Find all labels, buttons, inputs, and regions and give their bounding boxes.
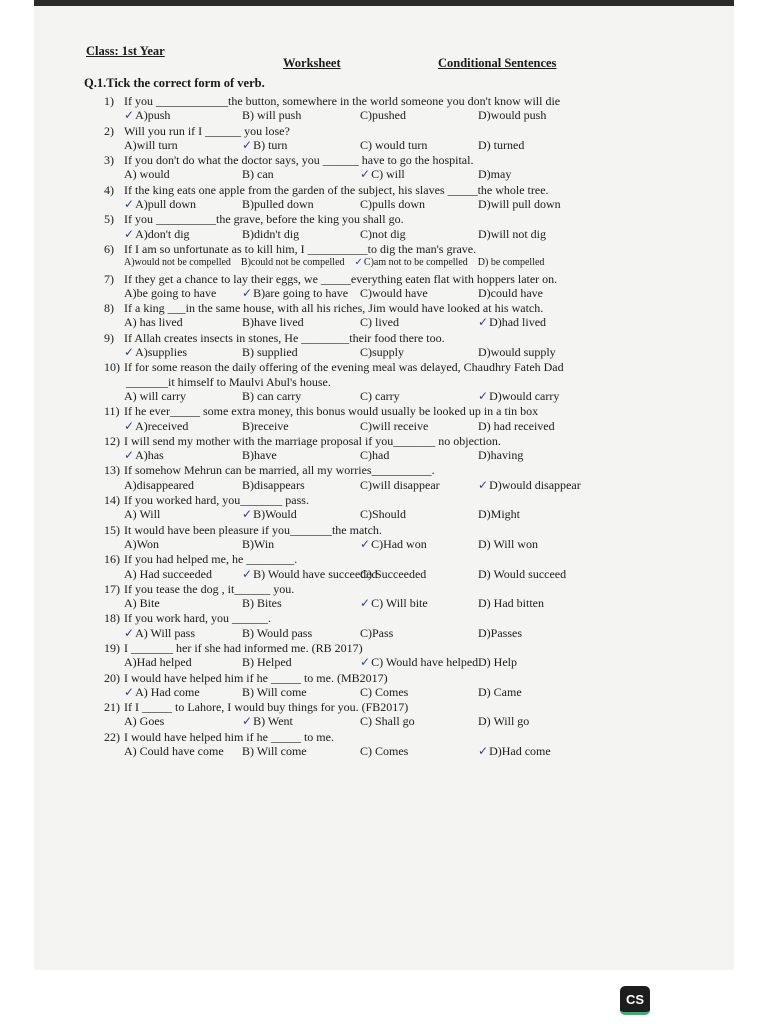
answer-option-ticked[interactable]: ✓ B)are going to have <box>242 286 360 300</box>
answer-option[interactable]: C) Comes <box>360 684 409 699</box>
answer-option[interactable]: D) be compelled <box>477 257 545 269</box>
answer-options <box>104 227 624 241</box>
answer-option[interactable]: A)disappeared <box>124 477 194 492</box>
answer-option[interactable]: C)pulls down <box>360 197 426 212</box>
answer-option[interactable]: C)Pass <box>360 625 394 640</box>
question-number: 12) <box>104 433 120 448</box>
answer-options <box>104 714 624 728</box>
question-stem <box>104 272 624 286</box>
question-item <box>104 552 624 581</box>
question-stem <box>104 242 624 256</box>
question-text: If the king eats one apple from the garden of the subject, his slaves _____the whole tree. <box>124 182 549 197</box>
answer-options <box>104 744 624 758</box>
question-text: If you ____________the button, somewhere in the world someone you don't know will die <box>124 94 561 108</box>
answer-option[interactable]: D)may <box>478 167 512 182</box>
question-text: If they get a chance to lay their eggs, we _____everything eaten flat with hoppers later on. <box>124 271 558 286</box>
question-text: If I _____ to Lahore, I would buy things for you. (FB2017) <box>124 700 409 715</box>
question-item <box>104 582 624 611</box>
answer-option[interactable]: D)Passes <box>478 625 522 640</box>
question-text: If for some reason the daily offering of the evening meal was delayed, Chaudhry Fateh Dad <box>124 360 564 375</box>
answer-options <box>104 685 624 699</box>
answer-option[interactable]: C)supply <box>360 345 405 360</box>
answer-options <box>104 537 624 551</box>
question-stem <box>104 523 624 537</box>
answer-option[interactable]: B) supplied <box>242 345 298 360</box>
question-number: 16) <box>104 552 120 567</box>
question-text: If you worked hard, you_______ pass. <box>124 493 309 508</box>
answer-option[interactable]: C) lived <box>360 315 399 330</box>
answer-options <box>104 256 624 270</box>
question-text: Will you run if I ______ you lose? <box>124 123 290 138</box>
question-number: 8) <box>104 301 114 316</box>
answer-option[interactable]: D)would push <box>478 108 547 123</box>
question-item <box>104 404 624 433</box>
question-number: 2) <box>104 123 114 138</box>
answer-options <box>104 138 624 152</box>
answer-option[interactable]: D) Will won <box>478 536 538 551</box>
question-item <box>104 671 624 700</box>
answer-option-ticked[interactable]: ✓ C)am not to be compelled <box>355 256 478 270</box>
answer-option[interactable]: B)receive <box>242 418 289 433</box>
answer-option[interactable]: D) Will go <box>478 714 530 729</box>
question-item <box>104 360 624 403</box>
question-stem <box>104 183 624 197</box>
answer-option-ticked[interactable]: ✓ B) turn <box>242 138 360 152</box>
answer-option[interactable]: A)Won <box>124 536 160 551</box>
answer-option[interactable]: C)will disappear <box>360 477 440 492</box>
question-number: 7) <box>104 271 114 286</box>
answer-options <box>104 167 624 181</box>
question-number: 18) <box>104 611 120 626</box>
answer-option[interactable]: B) Will come <box>242 684 307 699</box>
question-item <box>104 463 624 492</box>
question-number: 9) <box>104 330 114 345</box>
answer-option[interactable]: B) Will come <box>242 744 307 759</box>
question-item <box>104 700 624 729</box>
question-stem <box>104 331 624 345</box>
answer-option[interactable]: A) Will <box>124 507 161 522</box>
question-stem <box>104 671 624 685</box>
question-stem <box>104 730 624 744</box>
topic-title: Conditional Sentences <box>438 56 557 70</box>
question-stem <box>104 582 624 596</box>
question-text: If somehow Mehrun can be married, all my worries__________. <box>124 463 435 478</box>
answer-options <box>104 419 624 433</box>
answer-option[interactable]: C)pushed <box>360 108 406 123</box>
answer-options <box>104 567 624 581</box>
answer-option[interactable]: C) Succeeded <box>360 566 427 581</box>
answer-options <box>104 478 624 492</box>
answer-option-ticked[interactable]: ✓ A) Will pass <box>124 626 242 640</box>
answer-options <box>104 345 624 359</box>
answer-options <box>104 108 624 122</box>
question-stem <box>104 404 624 418</box>
answer-option-ticked[interactable]: ✓ A)push <box>124 108 242 122</box>
answer-option[interactable]: A) Bite <box>124 596 160 611</box>
answer-option[interactable]: B) can carry <box>242 388 302 403</box>
question-stem <box>104 434 624 448</box>
camscanner-badge: CS <box>620 986 650 1015</box>
answer-option[interactable]: A) Could have come <box>124 744 224 759</box>
answer-option-ticked[interactable]: ✓ D)would disappear <box>478 478 596 492</box>
answer-option[interactable]: C)would have <box>360 285 428 300</box>
question-item <box>104 331 624 360</box>
question-number: 13) <box>104 463 120 478</box>
answer-option[interactable]: A)would not be compelled <box>124 257 231 269</box>
answer-option-ticked[interactable]: ✓ A)has <box>124 448 242 462</box>
question-item <box>104 301 624 330</box>
answer-option[interactable]: C)Should <box>360 507 407 522</box>
answer-option[interactable]: D) had received <box>478 418 555 433</box>
question-number: 6) <box>104 241 114 256</box>
question-number: 3) <box>104 153 114 168</box>
question-number: 21) <box>104 700 120 715</box>
answer-option-ticked[interactable]: ✓ A)supplies <box>124 345 242 359</box>
answer-options <box>104 197 624 211</box>
question-item <box>104 124 624 153</box>
answer-option-ticked[interactable]: ✓ D)had lived <box>478 315 596 329</box>
question-continuation: _______it himself to Maulvi Abul's house. <box>126 374 331 389</box>
question-number: 1) <box>104 94 114 108</box>
question-item <box>104 242 624 271</box>
answer-option[interactable]: C) carry <box>360 388 400 403</box>
answer-option[interactable]: C)had <box>360 448 390 463</box>
question-item <box>104 94 624 123</box>
question-number: 5) <box>104 212 114 227</box>
answer-option[interactable]: B) Would pass <box>242 625 313 640</box>
answer-option[interactable]: B)could not be compelled <box>240 257 345 269</box>
question-item <box>104 641 624 670</box>
answer-option-ticked[interactable]: ✓ C) will <box>360 167 478 181</box>
question-item <box>104 730 624 759</box>
answer-option-ticked[interactable]: ✓ C) Would have helped <box>360 655 478 669</box>
answer-option-ticked[interactable]: ✓ B) Went <box>242 714 360 728</box>
answer-option[interactable]: A) has lived <box>124 315 183 330</box>
question-item <box>104 523 624 552</box>
answer-option[interactable]: A)Had helped <box>124 655 192 670</box>
answer-option-ticked[interactable]: ✓ A)don't dig <box>124 227 242 241</box>
answer-option[interactable]: A) would <box>124 167 170 182</box>
question-number: 19) <box>104 640 120 655</box>
answer-options <box>104 596 624 610</box>
question-stem <box>104 641 624 655</box>
answer-options <box>104 655 624 669</box>
answer-option-ticked[interactable]: ✓ D)Had come <box>478 744 596 758</box>
answer-option[interactable]: B) Bites <box>242 596 282 611</box>
question-text: If you don't do what the doctor says, you ______ have to go the hospital. <box>124 153 474 168</box>
question-stem <box>104 463 624 477</box>
question-item <box>104 272 624 301</box>
question-text: If you __________the grave, before the king you shall go. <box>124 212 404 227</box>
answer-option[interactable]: D) turned <box>478 137 525 152</box>
question-stem <box>104 360 624 374</box>
question-number: 4) <box>104 182 114 197</box>
answer-option[interactable]: D)will not dig <box>478 226 546 241</box>
question-stem <box>104 94 624 108</box>
answer-option[interactable]: B)have <box>242 448 277 463</box>
answer-option[interactable]: C)not dig <box>360 226 406 241</box>
answer-option[interactable]: A)will turn <box>124 137 178 152</box>
question-stem <box>104 153 624 167</box>
answer-option[interactable]: D) Had bitten <box>478 596 544 611</box>
answer-options <box>104 286 624 300</box>
question-text: If he ever_____ some extra money, this bonus would usually be looked up in a tin box <box>124 404 539 419</box>
question-number: 15) <box>104 522 120 537</box>
answer-option-ticked[interactable]: ✓ A)pull down <box>124 197 242 211</box>
question-number: 11) <box>104 404 120 419</box>
question-number: 10) <box>104 360 120 375</box>
answer-options <box>104 315 624 329</box>
answer-option[interactable]: D) Came <box>478 684 522 699</box>
answer-option-ticked[interactable]: ✓ C)Had won <box>360 537 478 551</box>
question-text: I _______ her if she had informed me. (RB 2017) <box>124 640 363 655</box>
question-text: If Allah creates insects in stones, He ________their food there too. <box>124 330 445 345</box>
question-number: 14) <box>104 493 120 508</box>
question-text: If you work hard, you ______. <box>124 611 271 626</box>
answer-option[interactable]: A) Goes <box>124 714 165 729</box>
answer-option[interactable]: D)Might <box>478 507 520 522</box>
answer-option[interactable]: C)will receive <box>360 418 429 433</box>
answer-option[interactable]: B)have lived <box>242 315 304 330</box>
question-stem <box>104 212 624 226</box>
answer-option-ticked[interactable]: ✓ A)received <box>124 419 242 433</box>
question-item <box>104 434 624 463</box>
answer-option-ticked[interactable]: ✓ D)would carry <box>478 389 596 403</box>
answer-option[interactable]: C) Comes <box>360 744 409 759</box>
footer <box>0 970 768 1024</box>
answer-options <box>104 507 624 521</box>
question-item <box>104 153 624 182</box>
question-item <box>104 212 624 241</box>
answer-option[interactable]: D)will pull down <box>478 197 561 212</box>
answer-options <box>104 626 624 640</box>
answer-option-ticked[interactable]: ✓ B) Would have succeeded <box>242 567 360 581</box>
answer-options <box>104 448 624 462</box>
answer-option[interactable]: C) would turn <box>360 137 428 152</box>
question-stem <box>104 611 624 625</box>
answer-option[interactable]: B) will push <box>242 108 302 123</box>
question-text: I will send my mother with the marriage proposal if you_______ no objection. <box>124 433 501 448</box>
answer-option[interactable]: D)having <box>478 448 524 463</box>
answer-options <box>104 389 624 403</box>
question-list <box>104 94 624 759</box>
answer-option[interactable]: D) Would succeed <box>478 566 567 581</box>
question-text: If you had helped me, he ________. <box>124 552 298 567</box>
answer-option[interactable]: C) Shall go <box>360 714 415 729</box>
question-item <box>104 183 624 212</box>
answer-option[interactable]: D)could have <box>478 285 543 300</box>
answer-option-ticked[interactable]: ✓ C) Will bite <box>360 596 478 610</box>
answer-option[interactable]: A) will carry <box>124 388 186 403</box>
question-stem <box>104 700 624 714</box>
question-text: It would have been pleasure if you_______the match. <box>124 522 382 537</box>
question-text: If a king ___in the same house, with all his riches, Jim would have looked at his watch. <box>124 301 544 316</box>
answer-option[interactable]: B) can <box>242 167 274 182</box>
answer-option[interactable]: B)disappears <box>242 477 305 492</box>
answer-option[interactable]: B)didn't dig <box>242 226 300 241</box>
question-stem <box>104 493 624 507</box>
answer-option[interactable]: D)would supply <box>478 345 556 360</box>
question-text: If I am so unfortunate as to kill him, I __________to dig the man's grave. <box>124 241 477 256</box>
class-label: Class: 1st Year <box>86 44 165 58</box>
instruction: Q.1.Tick the correct form of verb. <box>84 76 265 90</box>
question-text: I would have helped him if he _____ to me. (MB2017) <box>124 670 388 685</box>
question-number: 22) <box>104 729 120 744</box>
answer-option[interactable]: B) Helped <box>242 655 292 670</box>
question-stem <box>104 301 624 315</box>
worksheet-title: Worksheet <box>283 56 341 70</box>
answer-option[interactable]: D) Help <box>478 655 517 670</box>
question-number: 17) <box>104 581 120 596</box>
scan-top-edge <box>34 0 734 6</box>
question-stem <box>104 552 624 566</box>
answer-option[interactable]: A)be going to have <box>124 285 217 300</box>
question-text: If you tease the dog , it______ you. <box>124 581 295 596</box>
question-item <box>104 493 624 522</box>
answer-option-ticked[interactable]: ✓ A) Had come <box>124 685 242 699</box>
answer-option-ticked[interactable]: ✓ B)Would <box>242 507 360 521</box>
question-number: 20) <box>104 670 120 685</box>
question-text: I would have helped him if he _____ to me. <box>124 729 334 744</box>
question-item <box>104 611 624 640</box>
answer-option[interactable]: B)Win <box>242 536 275 551</box>
answer-option[interactable]: A) Had succeeded <box>124 566 212 581</box>
question-stem <box>104 124 624 138</box>
answer-option[interactable]: B)pulled down <box>242 197 314 212</box>
